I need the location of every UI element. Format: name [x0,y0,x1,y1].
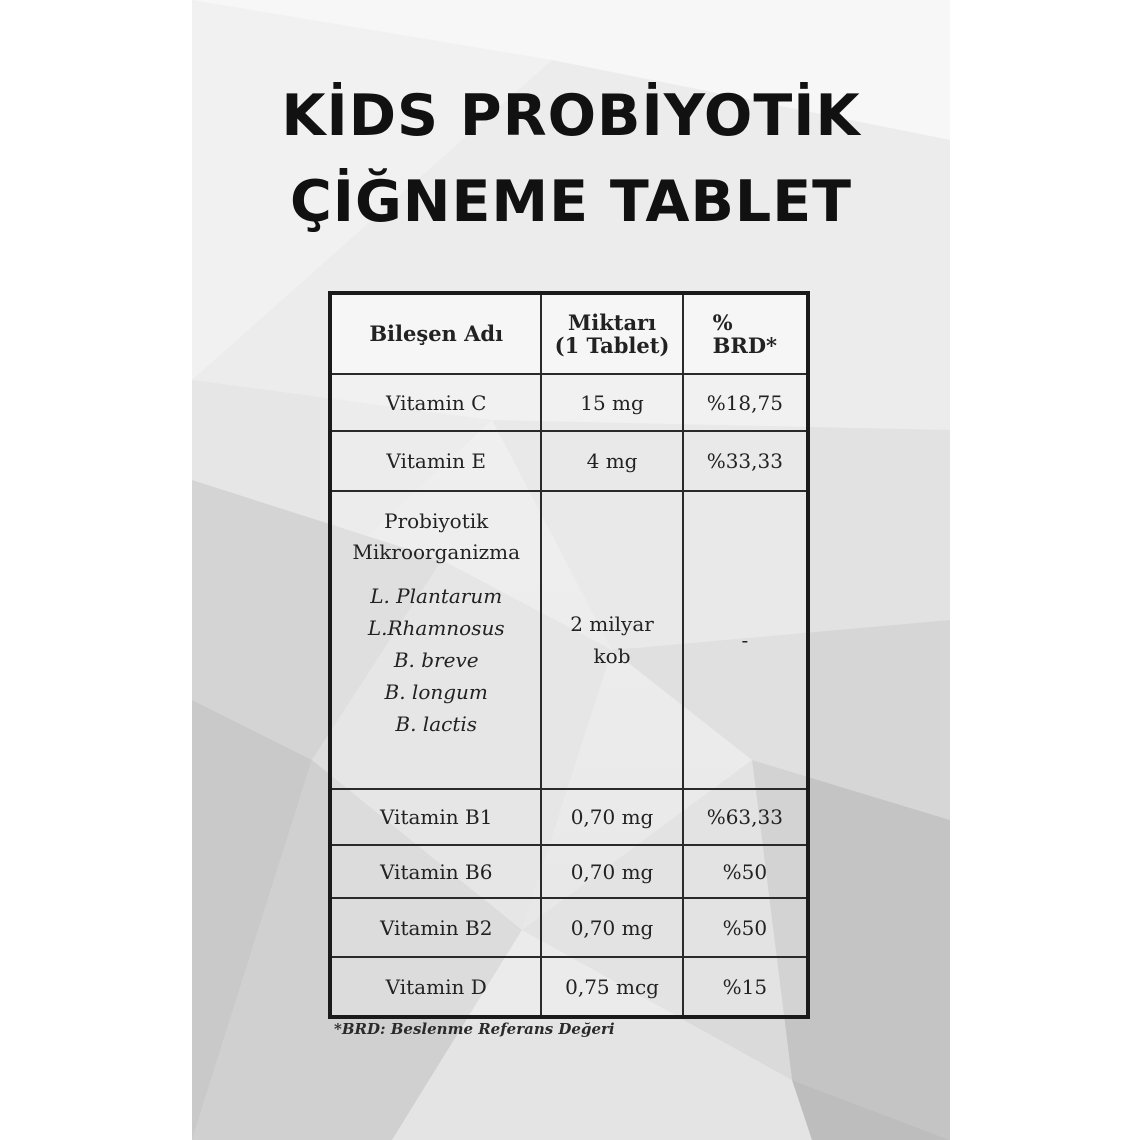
product-info-panel [192,0,950,1140]
ingredient-amount: 0,70 mg [541,789,682,845]
ingredient-amount: 0,70 mg [541,845,682,898]
strain-item: L.Rhamnosus [367,616,505,640]
strain-item: B. lactis [395,712,478,736]
header-ingredient-name [330,293,541,374]
ingredient-brd: %33,33 [683,431,808,491]
header-brd-percent: % [712,309,733,335]
product-title-line1: KİDS PROBİYOTİK [281,83,861,149]
header-brd-label: BRD* [712,333,778,358]
ingredient-amount: 15 mg [541,374,682,431]
probiotic-name-line1: Probiyotik [384,509,489,533]
ingredient-name: Vitamin B6 [330,845,541,898]
ingredient-brd: %15 [683,957,808,1017]
header-amount-unit: (1 Tablet) [554,333,670,358]
ingredient-brd: %18,75 [683,374,808,431]
table-row [330,789,808,845]
probiotic-amount-line2: kob [593,644,631,668]
ingredient-brd: %50 [683,898,808,957]
header-brd [683,293,808,374]
strain-item: B. longum [384,680,488,704]
probiotic-name-cell [330,491,541,789]
ingredient-brd: %63,33 [683,789,808,845]
ingredient-name: Vitamin C [330,374,541,431]
ingredient-amount: 4 mg [541,431,682,491]
ingredient-name: Vitamin B2 [330,898,541,957]
header-amount [541,293,682,374]
probiotic-name-line2: Mikroorganizma [352,540,521,564]
ingredient-name: Vitamin D [330,957,541,1017]
strain-list [336,580,536,740]
table-row [330,898,808,957]
ingredient-amount: 0,70 mg [541,898,682,957]
probiotic-brd: - [683,491,808,789]
table-header-row [330,293,808,374]
table-row [330,374,808,431]
footnote: *BRD: Beslenme Referans Değeri [334,1020,615,1038]
product-title-line2: ÇİĞNEME TABLET [289,169,853,235]
header-ingredient-name-label: Bileşen Adı [369,321,504,347]
ingredient-amount: 0,75 mcg [541,957,682,1017]
ingredient-name: Vitamin E [330,431,541,491]
ingredient-name: Vitamin B1 [330,789,541,845]
table-row [330,431,808,491]
table-row [330,845,808,898]
ingredient-brd: %50 [683,845,808,898]
probiotic-amount-line1: 2 milyar [570,612,654,636]
strain-item: B. breve [393,648,479,672]
table-row-probiotic [330,491,808,789]
table-row [330,957,808,1017]
strain-item: L. Plantarum [370,584,503,608]
ingredients-table [328,291,810,1019]
probiotic-amount [541,491,682,789]
header-amount-label: Miktarı [567,309,657,335]
